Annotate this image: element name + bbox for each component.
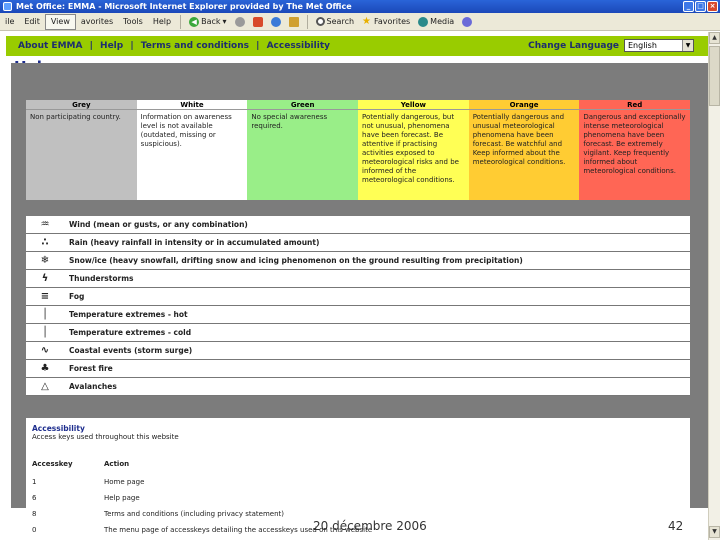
back-arrow-icon: ◀ [189,17,199,27]
accesskey-value: 8 [32,510,37,518]
phenomenon-label: Temperature extremes - cold [69,328,192,337]
accessibility-subtitle: Access keys used throughout this website [32,433,179,441]
phenomenon-row [26,234,690,252]
favorites-button[interactable] [358,15,414,29]
site-nav-bar [6,36,708,56]
history-button[interactable] [458,17,476,27]
toolbar-separator [180,15,181,29]
forward-button[interactable] [231,17,249,27]
menu-edit[interactable]: Edit [24,16,40,26]
window-titlebar [0,0,720,13]
menu-view[interactable]: View [45,14,76,30]
vertical-scrollbar[interactable] [708,32,720,540]
nav-links [18,41,334,51]
accesskey-action: Terms and conditions (including privacy statement) [104,510,284,518]
language-control [528,39,694,52]
fog-icon: ≡ [40,291,50,302]
warning-level-orange [469,100,580,200]
phenomenon-row [26,270,690,288]
slide-date: 20 décembre 2006 [313,519,427,533]
minimize-button[interactable]: _ [683,1,694,12]
menu-file[interactable]: ile [5,16,15,26]
search-label: Search [326,16,355,26]
warning-level-grey [26,100,137,200]
slide-number: 42 [668,519,684,533]
phenomenon-row [26,252,690,270]
nav-separator: | [130,41,134,51]
close-button[interactable]: × [707,1,718,12]
accesskey-value: 1 [32,478,37,486]
home-button[interactable] [285,17,303,27]
nav-link-about[interactable]: About EMMA [18,41,83,51]
menu-tools[interactable]: Tools [123,16,143,26]
phenomenon-label: Temperature extremes - hot [69,310,188,319]
accesskey-action: The menu page of accesskeys detailing the accesskeys used on this website [104,526,373,534]
nav-link-help[interactable]: Help [100,41,124,51]
phenomena-list [26,216,690,396]
nav-separator: | [89,41,93,51]
action-header: Action [104,460,130,468]
phenomenon-row [26,288,690,306]
warning-level-name: Grey [26,100,137,110]
scroll-up-arrow[interactable]: ▲ [709,32,720,44]
accesskey-header: Accesskey [32,460,73,468]
phenomenon-label: Snow/ice (heavy snowfall, drifting snow and icing phenomenon on the ground resulting from precipitation) [69,256,523,265]
phenomenon-row [26,378,690,396]
wind-icon: ♒ [40,219,50,230]
warning-level-name: Orange [469,100,580,110]
phenomenon-row [26,216,690,234]
accesskey-value: 0 [32,526,37,534]
phenomenon-label: Fog [69,292,85,301]
media-icon [418,17,428,27]
chevron-down-icon[interactable]: ▼ [682,40,693,51]
history-icon [462,17,472,27]
language-value: English [628,41,657,50]
phenomenon-row [26,342,690,360]
thermometer-hot-icon: │ [41,309,49,320]
coastal-wave-icon: ∿ [40,345,50,356]
avalanche-icon: △ [41,381,49,392]
phenomenon-row [26,360,690,378]
media-button[interactable] [414,15,458,29]
refresh-icon [271,17,281,27]
refresh-button[interactable] [267,17,285,27]
phenomenon-label: Rain (heavy rainfall in intensity or in accumulated amount) [69,238,320,247]
warning-level-description: Information on awareness level is not available (outdated, missing or suspicious). [140,113,232,148]
warning-level-description: Potentially dangerous and unusual meteorological phenomena have been forecast. Be watchful and Keep informed about the meteorological conditions. [472,113,566,166]
rain-icon: ∴ [41,237,49,248]
warning-level-description: Potentially dangerous, but not unusual, phenomena have been forecast. Be attentive if practising activities exposed to meteorological risks and be informed of the meteorological conditions. [362,113,459,184]
toolbar-separator [307,15,308,29]
warning-level-description: No special awareness required. [251,113,328,130]
accesskey-action: Home page [104,478,145,486]
menubar [0,13,720,31]
warning-level-name: Green [247,100,358,110]
media-label: Media [430,16,455,26]
scroll-down-arrow[interactable]: ▼ [709,526,720,538]
phenomenon-label: Thunderstorms [69,274,134,283]
forward-arrow-icon [235,17,245,27]
thunderstorm-icon: ϟ [41,273,49,284]
phenomenon-label: Forest fire [69,364,113,373]
search-icon [316,17,325,26]
warning-level-description: Dangerous and exceptionally intense meteorological phenomena have been forecast. Be extremely vigilant. Keep frequently informed about meteorological conditions. [583,113,686,175]
nav-separator: | [256,41,260,51]
scroll-thumb[interactable] [709,46,720,106]
maximize-button[interactable]: □ [695,1,706,12]
home-icon [289,17,299,27]
warning-level-yellow [358,100,469,200]
warning-level-name: Red [579,100,690,110]
accesskey-value: 6 [32,494,37,502]
favorites-label: Favorites [374,16,411,26]
accesskey-action: Help page [104,494,140,502]
search-button[interactable] [312,15,358,29]
change-language-label: Change Language [528,40,619,51]
warning-level-name: Yellow [358,100,469,110]
stop-icon [253,17,263,27]
warning-level-name: White [137,100,248,110]
warning-levels-table [26,100,690,200]
phenomenon-row [26,324,690,342]
accessibility-title: Accessibility [32,424,85,433]
window-title: Met Office: EMMA - Microsoft Internet Explorer provided by The Met Office [16,2,352,11]
thermometer-cold-icon: │ [41,327,49,338]
ie-icon [3,2,12,11]
phenomenon-row [26,306,690,324]
warning-level-green [247,100,358,200]
phenomenon-label: Wind (mean or gusts, or any combination) [69,220,248,229]
stop-button[interactable] [249,17,267,27]
phenomenon-label: Avalanches [69,382,117,391]
forest-fire-icon: ♣ [40,363,50,374]
nav-link-terms[interactable]: Terms and conditions [140,41,249,51]
warning-level-description: Non participating country. [30,113,121,121]
dropdown-arrow-icon: ▾ [222,16,227,26]
star-icon: ★ [362,15,371,27]
nav-link-accessibility[interactable]: Accessibility [266,41,330,51]
warning-level-white [137,100,248,200]
back-label: Back [201,16,221,26]
snow-ice-icon: ❄ [40,255,50,266]
warning-level-red [579,100,690,200]
phenomenon-label: Coastal events (storm surge) [69,346,193,355]
menu-favorites[interactable]: avorites [80,16,114,26]
language-select[interactable] [624,39,694,52]
back-button[interactable] [185,15,230,29]
menu-help[interactable]: Help [152,16,172,26]
